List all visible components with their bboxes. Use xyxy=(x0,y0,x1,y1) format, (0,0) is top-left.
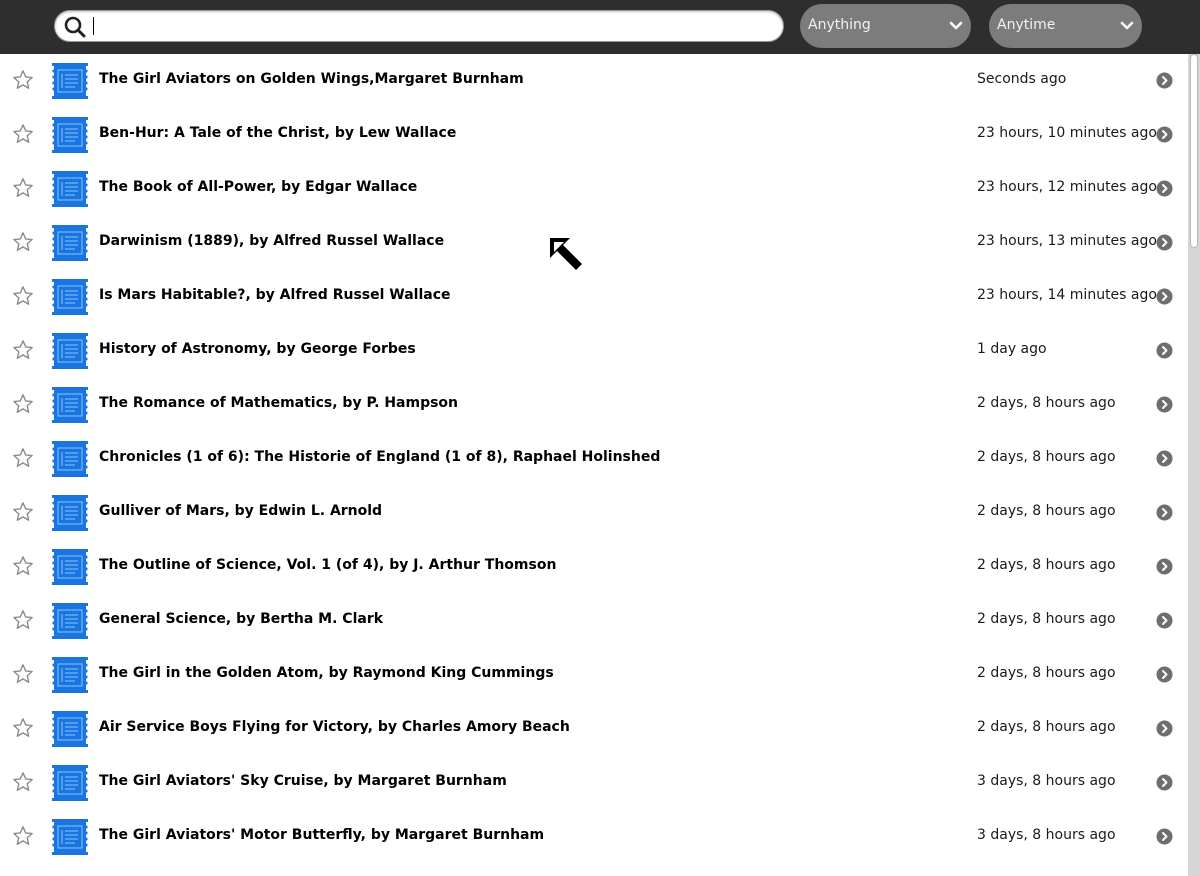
arrow-right-circle-icon[interactable] xyxy=(1156,180,1173,197)
list-item[interactable] xyxy=(0,378,1188,432)
chevron-down-icon xyxy=(949,20,963,32)
list-item[interactable] xyxy=(0,702,1188,756)
item-time: 2 days, 8 hours ago xyxy=(977,449,1116,465)
document-icon xyxy=(51,548,89,586)
chevron-down-icon xyxy=(1120,20,1134,32)
document-icon xyxy=(51,62,89,100)
document-icon xyxy=(51,656,89,694)
arrow-right-circle-icon[interactable] xyxy=(1156,342,1173,359)
item-title[interactable]: The Girl in the Golden Atom, by Raymond King Cummings xyxy=(99,665,554,681)
list-item[interactable] xyxy=(0,810,1188,864)
item-title[interactable]: Gulliver of Mars, by Edwin L. Arnold xyxy=(99,503,383,519)
item-time: 23 hours, 13 minutes ago xyxy=(977,233,1157,249)
item-title[interactable]: Air Service Boys Flying for Victory, by Charles Amory Beach xyxy=(99,719,570,735)
item-time: 3 days, 8 hours ago xyxy=(977,827,1116,843)
item-title[interactable]: General Science, by Bertha M. Clark xyxy=(99,611,384,627)
item-time: 2 days, 8 hours ago xyxy=(977,719,1116,735)
item-title[interactable]: The Romance of Mathematics, by P. Hampson xyxy=(99,395,459,411)
list-item[interactable] xyxy=(0,216,1188,270)
arrow-right-circle-icon[interactable] xyxy=(1156,828,1173,845)
star-icon[interactable] xyxy=(12,555,34,577)
arrow-right-circle-icon[interactable] xyxy=(1156,126,1173,143)
list-item[interactable] xyxy=(0,432,1188,486)
star-icon[interactable] xyxy=(12,825,34,847)
item-time: 23 hours, 14 minutes ago xyxy=(977,287,1157,303)
list-item[interactable] xyxy=(0,756,1188,810)
star-icon[interactable] xyxy=(12,609,34,631)
list-item[interactable] xyxy=(0,270,1188,324)
list-item[interactable] xyxy=(0,108,1188,162)
star-icon[interactable] xyxy=(12,285,34,307)
document-icon xyxy=(51,224,89,262)
search-input[interactable] xyxy=(91,15,775,39)
item-title[interactable]: The Girl Aviators on Golden Wings,Margaret Burnham xyxy=(99,71,524,87)
list-item[interactable] xyxy=(0,540,1188,594)
text-caret xyxy=(93,17,94,35)
item-time: 2 days, 8 hours ago xyxy=(977,503,1116,519)
scrollbar[interactable] xyxy=(1188,54,1200,876)
item-title[interactable]: Chronicles (1 of 6): The Historie of England (1 of 8), Raphael Holinshed xyxy=(99,449,661,465)
item-time: 23 hours, 12 minutes ago xyxy=(977,179,1157,195)
scrollbar-thumb[interactable] xyxy=(1190,54,1198,248)
arrow-right-circle-icon[interactable] xyxy=(1156,504,1173,521)
results-list xyxy=(0,54,1188,864)
list-item[interactable] xyxy=(0,324,1188,378)
item-time: 1 day ago xyxy=(977,341,1047,357)
arrow-right-circle-icon[interactable] xyxy=(1156,774,1173,791)
star-icon[interactable] xyxy=(12,231,34,253)
arrow-right-circle-icon[interactable] xyxy=(1156,396,1173,413)
item-title[interactable]: Ben-Hur: A Tale of the Christ, by Lew Wallace xyxy=(99,125,457,141)
type-filter-dropdown[interactable] xyxy=(800,4,971,48)
item-title[interactable]: The Book of All-Power, by Edgar Wallace xyxy=(99,179,418,195)
mouse-cursor-icon xyxy=(548,236,584,272)
document-icon xyxy=(51,764,89,802)
item-time: 2 days, 8 hours ago xyxy=(977,395,1116,411)
search-icon xyxy=(63,15,87,39)
item-time: 2 days, 8 hours ago xyxy=(977,611,1116,627)
item-title[interactable]: History of Astronomy, by George Forbes xyxy=(99,341,416,357)
document-icon xyxy=(51,332,89,370)
arrow-right-circle-icon[interactable] xyxy=(1156,288,1173,305)
arrow-right-circle-icon[interactable] xyxy=(1156,666,1173,683)
search-box[interactable] xyxy=(54,10,784,42)
star-icon[interactable] xyxy=(12,177,34,199)
time-filter-dropdown[interactable] xyxy=(989,4,1142,48)
item-time: 23 hours, 10 minutes ago xyxy=(977,125,1157,141)
document-icon xyxy=(51,494,89,532)
item-title[interactable]: Is Mars Habitable?, by Alfred Russel Wallace xyxy=(99,287,451,303)
item-time: 2 days, 8 hours ago xyxy=(977,665,1116,681)
star-icon[interactable] xyxy=(12,123,34,145)
arrow-right-circle-icon[interactable] xyxy=(1156,558,1173,575)
star-icon[interactable] xyxy=(12,501,34,523)
arrow-right-circle-icon[interactable] xyxy=(1156,720,1173,737)
document-icon xyxy=(51,278,89,316)
star-icon[interactable] xyxy=(12,663,34,685)
top-bar xyxy=(0,0,1200,54)
list-item[interactable] xyxy=(0,648,1188,702)
item-title[interactable]: The Girl Aviators' Sky Cruise, by Margaret Burnham xyxy=(99,773,507,789)
arrow-right-circle-icon[interactable] xyxy=(1156,612,1173,629)
list-item[interactable] xyxy=(0,162,1188,216)
item-title[interactable]: Darwinism (1889), by Alfred Russel Wallace xyxy=(99,233,445,249)
star-icon[interactable] xyxy=(12,339,34,361)
arrow-right-circle-icon[interactable] xyxy=(1156,234,1173,251)
document-icon xyxy=(51,818,89,856)
item-title[interactable]: The Girl Aviators' Motor Butterfly, by Margaret Burnham xyxy=(99,827,545,843)
list-item[interactable] xyxy=(0,54,1188,108)
star-icon[interactable] xyxy=(12,717,34,739)
document-icon xyxy=(51,602,89,640)
document-icon xyxy=(51,440,89,478)
star-icon[interactable] xyxy=(12,69,34,91)
document-icon xyxy=(51,386,89,424)
document-icon xyxy=(51,170,89,208)
star-icon[interactable] xyxy=(12,393,34,415)
arrow-right-circle-icon[interactable] xyxy=(1156,450,1173,467)
item-title[interactable]: The Outline of Science, Vol. 1 (of 4), by J. Arthur Thomson xyxy=(99,557,557,573)
star-icon[interactable] xyxy=(12,771,34,793)
document-icon xyxy=(51,710,89,748)
item-time: Seconds ago xyxy=(977,71,1067,87)
list-item[interactable] xyxy=(0,486,1188,540)
star-icon[interactable] xyxy=(12,447,34,469)
type-filter-label: Anything xyxy=(808,17,871,33)
time-filter-label: Anytime xyxy=(997,17,1056,33)
item-time: 2 days, 8 hours ago xyxy=(977,557,1116,573)
document-icon xyxy=(51,116,89,154)
item-time: 3 days, 8 hours ago xyxy=(977,773,1116,789)
arrow-right-circle-icon[interactable] xyxy=(1156,72,1173,89)
list-item[interactable] xyxy=(0,594,1188,648)
